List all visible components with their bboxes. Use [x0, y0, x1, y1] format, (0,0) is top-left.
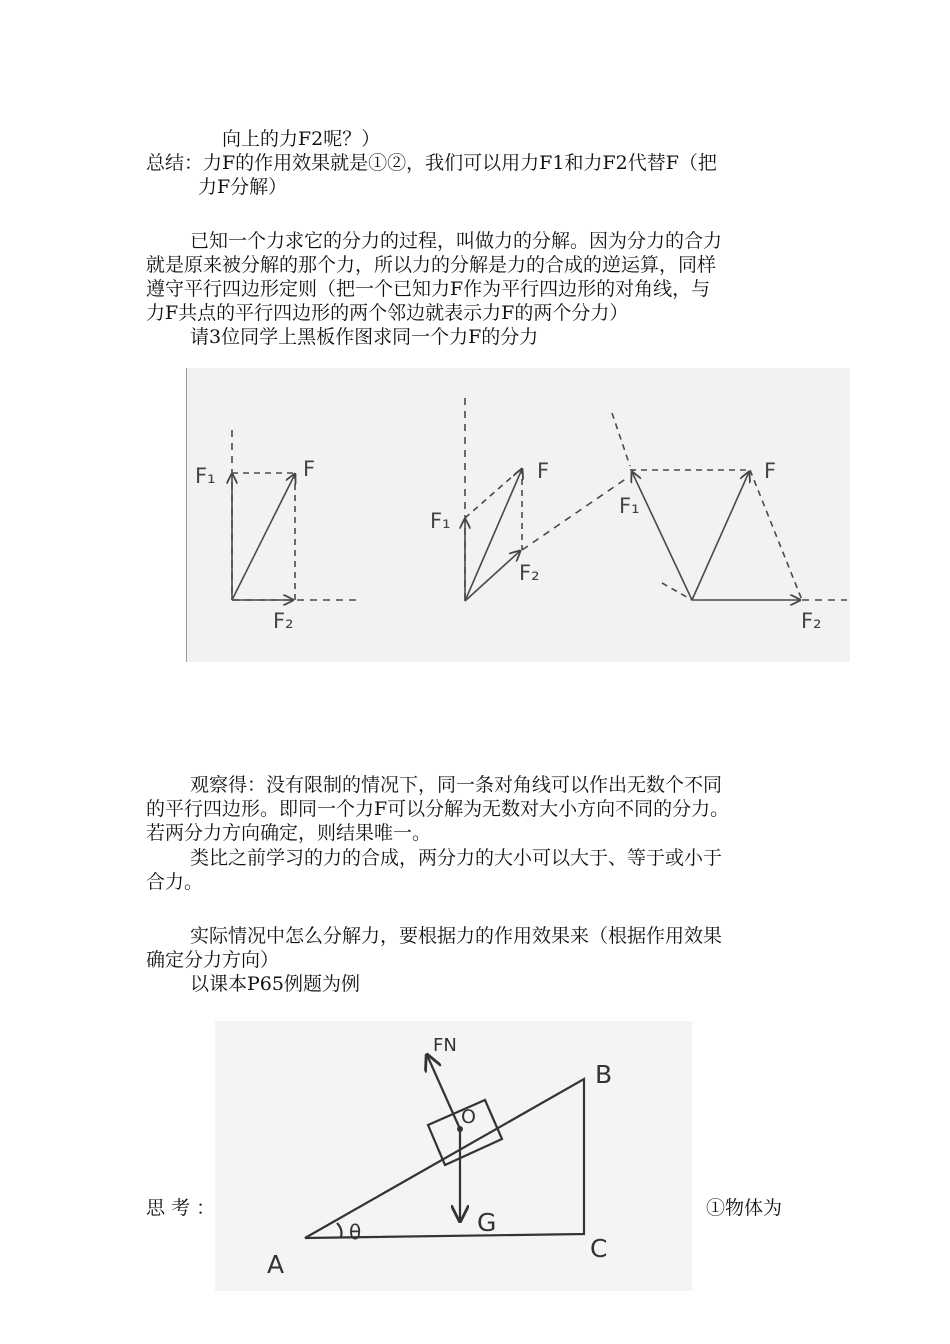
incline-figure — [215, 1021, 692, 1291]
paragraph-observation-line3: 若两分力方向确定，则结果唯一。 — [146, 822, 432, 844]
d2-label-f: F — [537, 459, 550, 483]
incline-triangle — [305, 1079, 584, 1238]
label-fn: FN — [433, 1035, 457, 1056]
d3-label-f1: F₁ — [619, 494, 640, 518]
d1-label-f1: F₁ — [195, 464, 216, 488]
paragraph-summary-line2: 力F分解） — [198, 176, 288, 198]
paragraph-definition-line2: 就是原来被分解的那个力，所以力的分解是力的合成的逆运算，同样 — [146, 254, 717, 276]
paragraph-definition-line4: 力F共点的平行四边形的两个邻边就表示力F的两个分力） — [146, 302, 629, 324]
d1-arrow-f — [232, 474, 295, 600]
paragraph-analogy-line2: 合力。 — [146, 871, 204, 893]
paragraph-definition-line3: 遵守平行四边形定则（把一个已知力F作为平行四边形的对角线，与 — [146, 278, 711, 300]
d3-label-f: F — [764, 459, 777, 483]
label-g: G — [477, 1208, 497, 1237]
label-c: C — [590, 1234, 608, 1263]
d2-arrow-f — [465, 469, 522, 601]
paragraph-observation-line1: 观察得：没有限制的情况下，同一条对角线可以作出无数个不同 — [190, 774, 723, 796]
label-b: B — [595, 1060, 613, 1089]
d1-label-f2: F₂ — [273, 609, 294, 633]
d2-arrow-f2 — [465, 551, 520, 601]
paragraph-think-label: 思 考 ： — [146, 1197, 216, 1219]
label-theta: θ — [349, 1220, 362, 1244]
paragraph-analogy-line1: 类比之前学习的力的合成，两分力的大小可以大于、等于或小于 — [190, 847, 723, 869]
label-a: A — [267, 1250, 285, 1279]
paragraph-activity: 请3位同学上黑板作图求同一个力F的分力 — [190, 326, 539, 348]
paragraph-definition-line1: 已知一个力求它的分力的过程，叫做力的分解。因为分力的合力 — [190, 230, 723, 252]
paragraph-force-f2: 向上的力F2呢？） — [222, 128, 381, 150]
d3-dash-tick — [612, 413, 630, 466]
paragraph-observation-line2: 的平行四边形。即同一个力F可以分解为无数对大小方向不同的分力。 — [146, 798, 730, 820]
angle-arc — [337, 1223, 342, 1237]
d2-dash-a — [465, 468, 522, 518]
d2-label-f1: F₁ — [430, 509, 451, 533]
d3-dash-right — [750, 470, 802, 600]
force-decomposition-drawing — [187, 368, 850, 662]
d3-arrow-f — [692, 472, 749, 600]
d2-dash-long — [522, 478, 627, 550]
label-o: O — [461, 1106, 476, 1128]
paragraph-practice-line2: 确定分力方向） — [146, 949, 280, 971]
d3-arrow-f1 — [632, 472, 692, 600]
paragraph-summary-line1: 总结：力F的作用效果就是①②，我们可以用力F1和力F2代替F（把 — [146, 152, 717, 174]
d3-label-f2: F₂ — [801, 609, 822, 633]
paragraph-example: 以课本P65例题为例 — [190, 973, 360, 995]
force-decomposition-figure — [186, 368, 850, 662]
d1-label-f: F — [303, 457, 316, 481]
incline-drawing — [215, 1021, 692, 1291]
d2-label-f2: F₂ — [519, 561, 540, 585]
paragraph-practice-line1: 实际情况中怎么分解力，要根据力的作用效果来（根据作用效果 — [190, 925, 723, 947]
paragraph-think-item: ①物体为 — [706, 1197, 783, 1219]
